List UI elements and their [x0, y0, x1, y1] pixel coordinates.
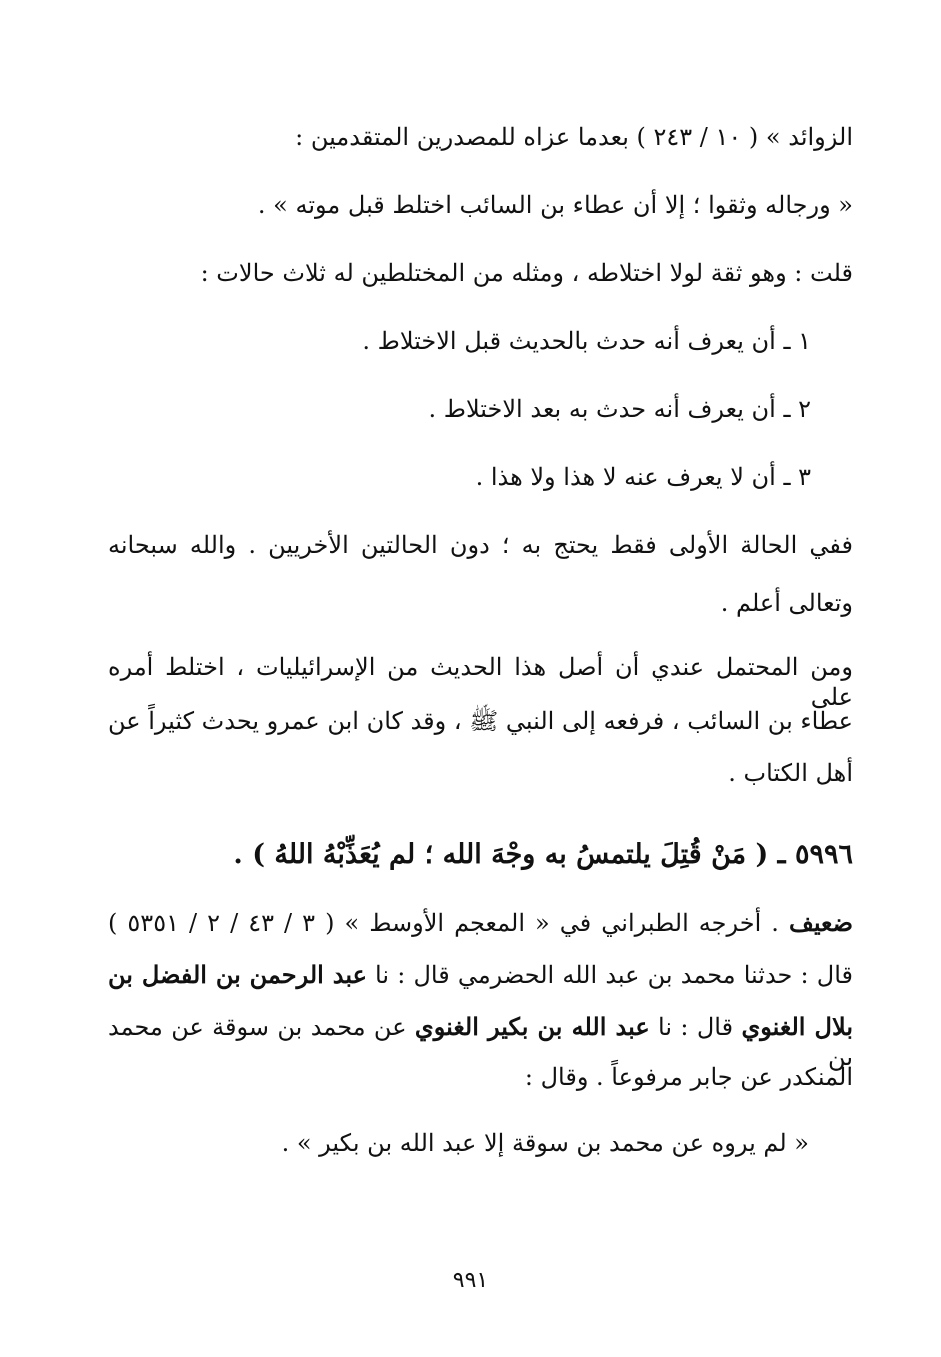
text-line-9: ومن المحتمل عندي أن أصل هذا الحديث من الإسرائيليات ، اختلط أمره على: [108, 653, 853, 711]
narrator-name-1: عبد الرحمن بن الفضل بن: [108, 960, 367, 989]
text-line-12-rest: . أخرجه الطبراني في « المعجم الأوسط » ( ٣ / ٤٣ / ٢ / ٥٣٥١ ): [108, 909, 789, 937]
text-line-1: الزوائد » ( ١٠ / ٢٤٣ ) بعدما عزاه للمصدرين المتقدمين :: [295, 123, 853, 151]
text-line-13-a: قال : حدثنا محمد بن عبد الله الحضرمي قال : نا: [366, 961, 853, 989]
text-line-8: وتعالى أعلم .: [720, 589, 853, 617]
quote-line-1: « ورجاله وثقوا ؛ إلا أن عطاء بن السائب اختلط قبل موته » .: [257, 191, 853, 219]
list-item-1: ١ ـ أن يعرف أنه حدث بالحديث قبل الاختلاط .: [362, 327, 811, 355]
text-line-10: عطاء بن السائب ، فرفعه إلى النبي ﷺ ، وقد كان ابن عمرو يحدث كثيراً عن: [108, 707, 853, 735]
list-item-3: ٣ ـ أن لا يعرف عنه لا هذا ولا هذا .: [475, 463, 811, 491]
page-number: ٩٩١: [452, 1268, 489, 1293]
text-line-11: أهل الكتاب .: [728, 759, 853, 787]
text-line-3: قلت : وهو ثقة لولا اختلاطه ، ومثله من المختلطين له ثلاث حالات :: [200, 259, 853, 287]
list-item-2: ٢ ـ أن يعرف أنه حدث به بعد الاختلاط .: [428, 395, 811, 423]
text-line-14-d: عن محمد بن سوقة عن محمد بن: [108, 1013, 853, 1071]
text-line-15: المنكدر عن جابر مرفوعاً . وقال :: [524, 1063, 853, 1091]
text-line-14-b: قال : نا: [649, 1013, 742, 1041]
narrator-name-2: عبد الله بن بكير الغنوي: [414, 1012, 650, 1041]
grade-label: ضعيف: [788, 908, 854, 937]
quote-line-2: « لم يروه عن محمد بن سوقة إلا عبد الله بن بكير » .: [281, 1129, 809, 1157]
narrator-name-1-cont: بلال الغنوي: [741, 1012, 853, 1041]
text-line-7: ففي الحالة الأولى فقط يحتج به ؛ دون الحالتين الأخريين . والله سبحانه: [108, 531, 853, 559]
text-line-12: [108, 908, 853, 938]
text-line-13: [108, 960, 853, 990]
hadith-heading: ٥٩٩٦ ـ ( مَنْ قُتِلَ يلتمسُ به وجْهَ الله ؛ لم يُعَذِّبْهُ اللهُ ) .: [233, 839, 853, 870]
